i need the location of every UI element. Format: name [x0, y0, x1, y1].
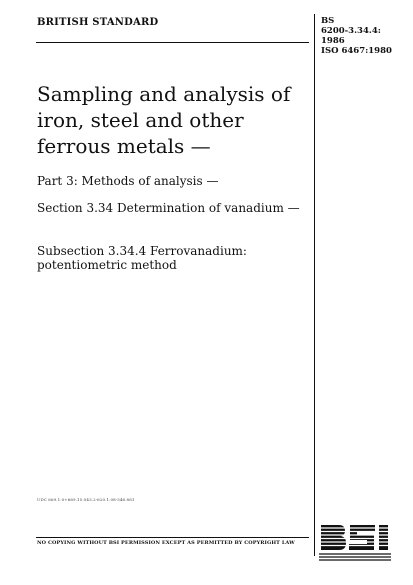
section-heading: Section 3.34 Determination of vanadium — — [37, 201, 300, 215]
standard-reference-line: BS — [321, 16, 335, 26]
vertical-rule — [314, 14, 315, 556]
standard-reference-line: 6200-3.34.4: — [321, 26, 381, 36]
document-title: Sampling and analysis of iron, steel and other ferrous metals — — [37, 82, 291, 158]
publisher-label: BRITISH STANDARD — [37, 17, 159, 28]
standard-reference-line: ISO 6467:1980 — [321, 46, 392, 56]
copyright-notice: NO COPYING WITHOUT BSI PERMISSION EXCEPT AS PERMITTED BY COPYRIGHT LAW — [37, 540, 295, 546]
bsi-logo — [319, 521, 391, 563]
top-rule — [36, 42, 309, 43]
udc-classification: UDC 669.1.0+669.15:543.2-620.1.08-546.881 — [37, 497, 135, 502]
part-heading: Part 3: Methods of analysis — — [37, 174, 219, 188]
standard-reference — [321, 16, 392, 56]
standard-reference-line: 1986 — [321, 36, 345, 46]
subsection-heading: Subsection 3.34.4 Ferrovanadium: potentiometric method — [37, 244, 247, 272]
bottom-rule — [36, 537, 309, 538]
